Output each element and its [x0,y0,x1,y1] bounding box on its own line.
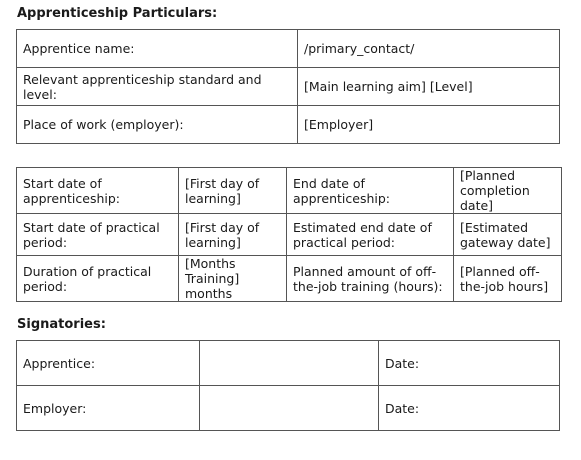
table-row [17,68,560,106]
table-row [17,106,560,144]
place-of-work-value[interactable]: [Employer] [298,106,560,144]
practical-start-label: Start date of practical period: [17,214,179,256]
apprenticeship-start-value[interactable]: [First day of learning] [179,168,287,214]
table-row [17,341,560,386]
employer-signature-label: Employer: [17,386,200,431]
standard-level-label: Relevant apprenticeship standard and level: [17,68,298,106]
employer-date-field[interactable] [379,386,560,431]
signatories-heading: Signatories: [17,317,106,332]
table-row [17,168,562,214]
standard-level-value[interactable]: [Main learning aim] [Level] [298,68,560,106]
apprentice-name-value[interactable]: /primary_contact/ [298,30,560,68]
apprentice-date-field[interactable] [379,341,560,386]
apprenticeship-end-value[interactable]: [Planned completion date] [454,168,562,214]
apprentice-name-label: Apprentice name: [17,30,298,68]
particulars-table [16,29,560,144]
table-row [17,214,562,256]
place-of-work-label: Place of work (employer): [17,106,298,144]
table-row [17,386,560,431]
practical-end-label: Estimated end date of practical period: [287,214,454,256]
practical-end-value[interactable]: [Estimated gateway date] [454,214,562,256]
dates-table [16,167,562,302]
off-job-hours-label: Planned amount of off-the-job training (hours): [287,256,454,302]
apprentice-signature-label: Apprentice: [17,341,200,386]
employer-date-label: Date: [385,400,420,416]
off-job-hours-value[interactable]: [Planned off-the-job hours] [454,256,562,302]
signatories-table [16,340,560,431]
practical-duration-value[interactable]: [Months Training] months [179,256,287,302]
apprenticeship-end-label: End date of apprenticeship: [287,168,454,214]
employer-signature-field[interactable] [200,386,379,431]
table-row [17,30,560,68]
table-row [17,256,562,302]
apprenticeship-start-label: Start date of apprenticeship: [17,168,179,214]
practical-start-value[interactable]: [First day of learning] [179,214,287,256]
particulars-heading: Apprenticeship Particulars: [17,6,218,21]
practical-duration-label: Duration of practical period: [17,256,179,302]
apprentice-date-label: Date: [385,355,420,371]
apprentice-signature-field[interactable] [200,341,379,386]
